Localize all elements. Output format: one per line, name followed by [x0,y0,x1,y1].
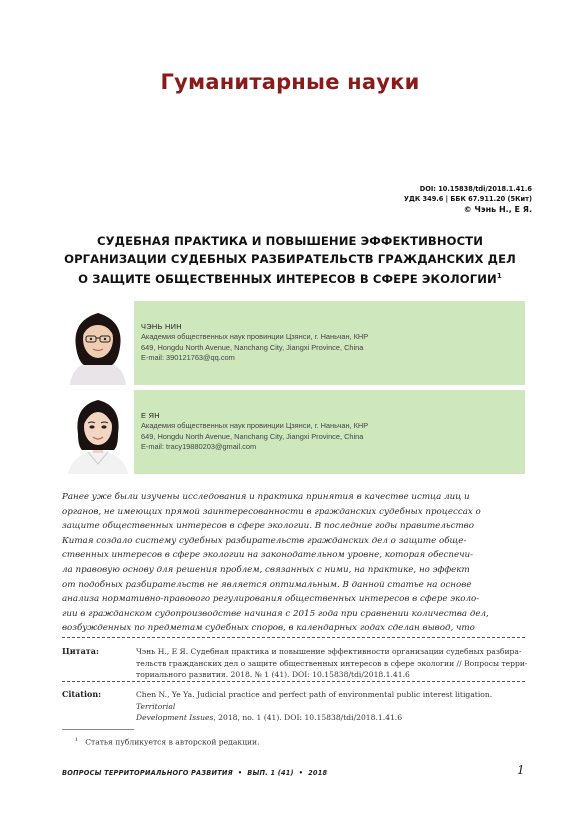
author-info [141,322,368,364]
abstract-line: возбужденных по предметам судебных споров, в календарных годах сделан вывод, что [62,623,475,634]
author-name: ЧЭНЬ НИН [141,322,182,331]
citation-line [136,712,528,724]
citation-ru [136,646,528,681]
article-meta [404,184,532,215]
citation-text: Chen N., Ye Ya. Judicial practice and perfect path of environmental public interest litigation. [136,690,493,699]
udk: УДК 349.6 | ББК 67.911.20 (5Кит) [403,195,532,203]
footnote-mark: 1 [75,737,79,743]
author-photo [62,390,134,474]
abstract-line: ла правовую основу для решения проблем, связанных с ними, на практике, но эффект [62,564,470,575]
author-address: 649, Hongdu North Avenue, Nanchang City, Jiangxi Province, China [141,342,364,352]
author-affiliation: Академия общественных наук провинции Цзянси, г. Наньчан, КНР [141,332,369,342]
author-email: E-mail: tracy19880203@gmail.com [141,442,257,452]
citation-journal: Development Issues [136,713,214,722]
author-photo [62,301,134,385]
abstract-line: Ранее уже были изучены исследования и практика принятия в качестве истца лиц и [62,492,470,502]
citation-label-ru: Цитата: [62,646,99,656]
author-affiliation: Академия общественных наук провинции Цзянси, г. Наньчан, КНР [141,421,369,431]
citation-line: ториального развития. 2018. № 1 (41). DOI: 10.15838/tdi/2018.1.41.6 [136,670,410,679]
footnote-text: Статья публикуется в авторской редакции. [85,737,260,747]
abstract-line: органов, не имеющих прямой заинтересованности в гражданских судебных процессах о [62,506,481,517]
divider [62,637,525,638]
abstract-line: Китая создало систему судебных разбирательств гражданских дел о защите обще- [62,535,467,546]
abstract-line: защите общественных интересов в сфере экологии. В последние годы правительство [62,521,474,532]
divider [62,681,525,682]
doi: DOI: 10.15838/tdi/2018.1.41.6 [419,185,532,193]
author-card [62,390,525,474]
citation-label-en: Citation: [62,689,102,699]
citation-line [136,689,528,712]
citation-en [136,689,528,724]
author-card [62,301,525,385]
author-address: 649, Hongdu North Avenue, Nanchang City, Jiangxi Province, China [141,431,364,441]
footnote [75,737,260,747]
running-footer: ВОПРОСЫ ТЕРРИТОРИАЛЬНОГО РАЗВИТИЯ • ВЫП. 1 (41) • 2018 [62,769,328,777]
author-email: E-mail: 390121763@qq.com [141,353,235,363]
title-line: СУДЕБНАЯ ПРАКТИКА И ПОВЫШЕНИЕ ЭФФЕКТИВНОСТИ [97,234,483,248]
article-title [40,233,540,288]
abstract-line: от подобных разбирательств не является оптимальным. В данной статье на основе [62,579,472,590]
abstract-line: ственных интересов в сфере экологии на законодательном уровне, которая обеспечи- [62,550,474,561]
citation-line: Чэнь Н., Е Я. Судебная практика и повышение эффективности организации судебных разбира- [136,647,522,656]
section-title: Гуманитарные науки [160,70,420,94]
title-line: ОРГАНИЗАЦИИ СУДЕБНЫХ РАЗБИРАТЕЛЬСТВ ГРАЖДАНСКИХ ДЕЛ [64,251,516,266]
abstract [62,490,525,636]
title-line-text: О ЗАЩИТЕ ОБЩЕСТВЕННЫХ ИНТЕРЕСОВ В СФЕРЕ ЭКОЛОГИИ [78,271,497,286]
page-number: 1 [517,763,525,777]
abstract-line: анализа нормативно-правового регулирования общественных интересов в сфере эколо- [62,594,480,605]
citation-text: , 2018, no. 1 (41). DOI: 10.15838/tdi/2018.1.41.6 [213,713,403,722]
author-name: Е ЯН [141,411,160,420]
footnote-rule [62,729,134,730]
copyright: © Чэнь Н., Е Я. [463,205,532,214]
title-footnote-mark: 1 [496,272,502,280]
citation-journal: Territorial [136,701,176,711]
title-line [40,268,540,288]
abstract-line: гии в гражданском судопроизводстве начиная с 2015 года при сравнении количества дел, [62,608,489,619]
citation-line: тельств гражданских дел о защите общественных интересов в сфере экологии // Вопросы терри- [136,658,528,668]
author-info [141,411,368,453]
